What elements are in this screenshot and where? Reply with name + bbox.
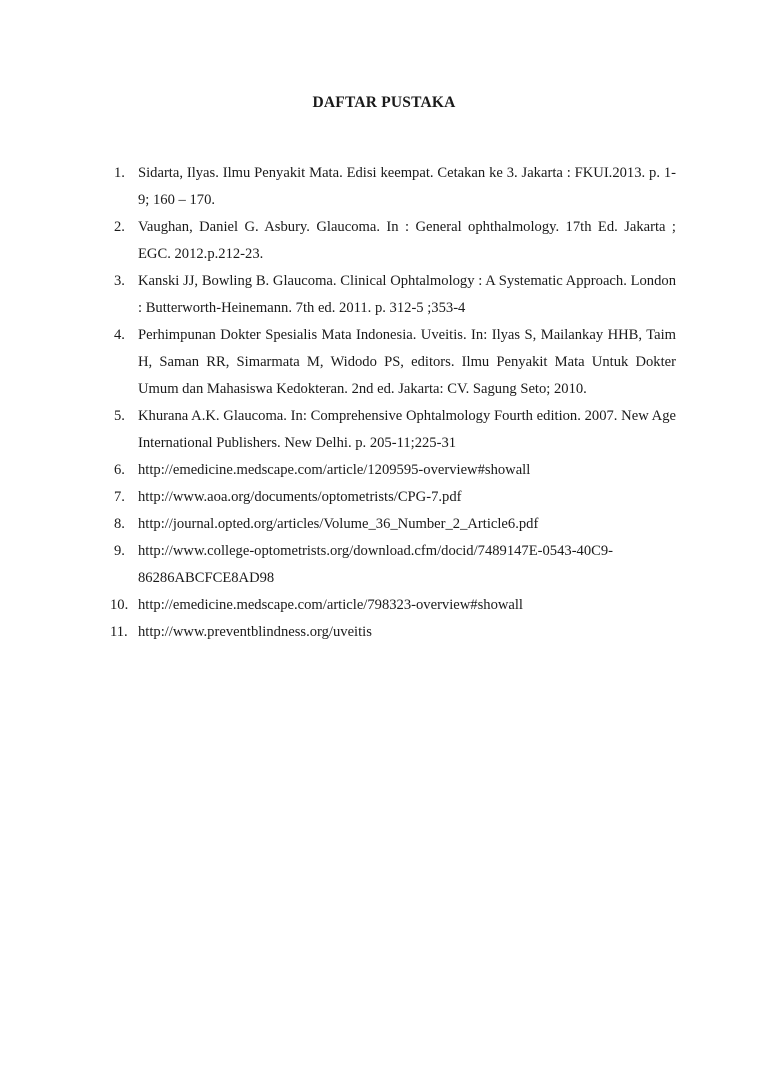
reference-number: 6. [114,462,125,478]
reference-item [114,403,676,457]
reference-link[interactable]: http://www.preventblindness.org/uveitis [138,624,372,640]
reference-number: 7. [114,489,125,505]
reference-link[interactable]: http://www.college-optometrists.org/download.cfm/docid/7489147E-0543-40C9-86286ABCFCE8AD98 [138,543,614,586]
reference-list [110,160,676,646]
reference-number: 3. [114,273,125,289]
reference-number: 11. [110,624,128,640]
reference-text: Kanski JJ, Bowling B. Glaucoma. Clinical Ophtalmology : A Systematic Approach. London : Butterworth-Heinemann. 7th ed. 2011. p. 312-5 ;353-4 [138,273,676,316]
reference-item [114,322,676,403]
reference-number: 8. [114,516,125,532]
reference-item [114,214,676,268]
reference-number: 1. [114,165,125,181]
reference-item [114,484,676,511]
reference-number: 4. [114,327,125,343]
reference-number: 5. [114,408,125,424]
page-title: DAFTAR PUSTAKA [312,94,456,111]
reference-item [110,619,676,646]
reference-number: 10. [110,597,129,613]
reference-item [114,538,676,592]
reference-link[interactable]: http://emedicine.medscape.com/article/798323-overview#showall [138,597,523,613]
reference-text: Vaughan, Daniel G. Asbury. Glaucoma. In : General ophthalmology. 17th Ed. Jakarta ; EGC. 2012.p.212-23. [138,219,676,262]
reference-item [114,268,676,322]
reference-item [114,457,676,484]
reference-link[interactable]: http://emedicine.medscape.com/article/1209595-overview#showall [138,462,531,478]
reference-item [114,160,676,214]
reference-text: Sidarta, Ilyas. Ilmu Penyakit Mata. Edisi keempat. Cetakan ke 3. Jakarta : FKUI.2013. p. 1-9; 160 – 170. [138,165,676,208]
reference-number: 9. [114,543,125,559]
reference-link[interactable]: http://www.aoa.org/documents/optometrists/CPG-7.pdf [138,489,462,505]
reference-text: Perhimpunan Dokter Spesialis Mata Indonesia. Uveitis. In: Ilyas S, Mailankay HHB, Taim H, Saman RR, Simarmata M, Widodo PS, editors. Ilmu Penyakit Mata Untuk Dokter Umum dan Mahasiswa Kedokteran. 2nd ed. Jakarta: CV. Sagung Seto; 2010. [138,327,676,397]
reference-item [110,592,676,619]
reference-link[interactable]: http://journal.opted.org/articles/Volume_36_Number_2_Article6.pdf [138,516,539,532]
reference-text: Khurana A.K. Glaucoma. In: Comprehensive Ophtalmology Fourth edition. 2007. New Age International Publishers. New Delhi. p. 205-11;225-31 [138,408,676,451]
reference-number: 2. [114,219,125,235]
reference-item [114,511,676,538]
